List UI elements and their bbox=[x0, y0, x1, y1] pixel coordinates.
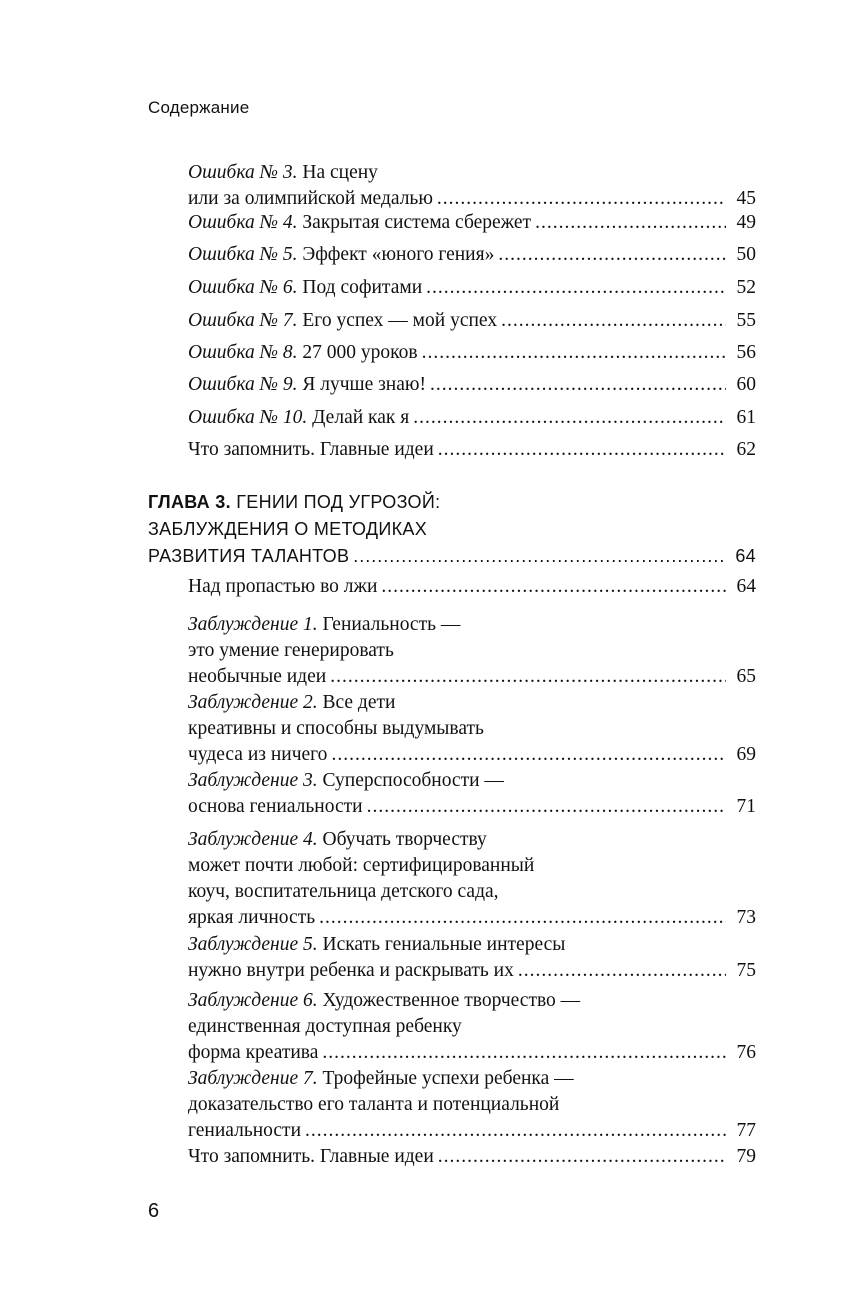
toc-page-number: 76 bbox=[736, 1042, 756, 1063]
toc-entry-label: Ошибка № 10. bbox=[188, 407, 308, 428]
dot-leader bbox=[305, 1118, 726, 1144]
toc-entry-line bbox=[188, 690, 756, 716]
toc-entry-title: На сцену bbox=[302, 162, 378, 183]
dot-leader bbox=[422, 340, 726, 366]
toc-entry-line bbox=[188, 1040, 756, 1066]
toc-entry-label: Ошибка № 8. bbox=[188, 342, 298, 363]
toc-entry-line bbox=[188, 242, 756, 268]
toc-entry-line bbox=[188, 958, 756, 984]
toc-page-number: 71 bbox=[736, 796, 756, 817]
toc-entry-line bbox=[188, 716, 756, 742]
toc-page-number: 77 bbox=[736, 1120, 756, 1141]
toc-entry-title: Гениальность — bbox=[322, 614, 461, 635]
toc-entry-line bbox=[188, 1092, 756, 1118]
chapter-title: ГЕНИИ ПОД УГРОЗОЙ: bbox=[236, 492, 441, 512]
toc-page-number: 49 bbox=[736, 212, 756, 233]
chapter-title: ЗАБЛУЖДЕНИЯ О МЕТОДИКАХ bbox=[148, 519, 428, 539]
toc-entry-line bbox=[188, 210, 756, 236]
toc-entry-line bbox=[188, 405, 756, 431]
toc-entry-line bbox=[188, 768, 756, 794]
dot-leader bbox=[353, 543, 726, 570]
toc-page-number: 73 bbox=[736, 907, 756, 928]
toc-entry-title: Трофейные успехи ребенка — bbox=[322, 1068, 574, 1089]
toc-entry-title: Под софитами bbox=[302, 277, 423, 298]
toc-entry-line bbox=[188, 827, 756, 853]
toc-page-number: 55 bbox=[736, 310, 756, 331]
chapter-label: ГЛАВА 3. bbox=[148, 492, 231, 512]
toc-page-number: 64 bbox=[735, 546, 756, 566]
toc-page-number: 79 bbox=[736, 1146, 756, 1167]
toc-entry-title: основа гениальности bbox=[188, 796, 363, 817]
toc-entry-title: коуч, воспитательница детского сада, bbox=[188, 881, 499, 902]
toc-entry-title: может почти любой: сертифицированный bbox=[188, 855, 535, 876]
chapter-heading-line bbox=[148, 489, 756, 516]
toc-entry[interactable] bbox=[188, 768, 756, 820]
toc-entry-title: Делай как я bbox=[312, 407, 410, 428]
dot-leader bbox=[413, 405, 726, 431]
dot-leader bbox=[535, 210, 726, 236]
chapter-title: РАЗВИТИЯ ТАЛАНТОВ bbox=[148, 546, 350, 566]
dot-leader bbox=[319, 905, 726, 931]
toc-page-number: 52 bbox=[736, 277, 756, 298]
dot-leader bbox=[498, 242, 726, 268]
toc-entry-title: Закрытая система сбережет bbox=[302, 212, 532, 233]
toc-entry-line bbox=[188, 1118, 756, 1144]
toc-page-number: 65 bbox=[736, 666, 756, 687]
toc-entry-label: Ошибка № 9. bbox=[188, 374, 298, 395]
chapter-heading[interactable] bbox=[148, 489, 756, 570]
toc-entry[interactable] bbox=[188, 242, 756, 268]
toc-entry-line bbox=[188, 186, 756, 212]
toc-page-number: 75 bbox=[736, 960, 756, 981]
toc-entry[interactable] bbox=[188, 690, 756, 768]
toc-entry-title: Что запомнить. Главные идеи bbox=[188, 439, 434, 460]
toc-entry-label: Заблуждение 2. bbox=[188, 692, 318, 713]
chapter-heading-line bbox=[148, 516, 756, 543]
chapter-heading-line bbox=[148, 543, 756, 570]
toc-page-number: 64 bbox=[736, 576, 756, 597]
toc-entry[interactable] bbox=[188, 405, 756, 431]
toc-entry[interactable] bbox=[188, 1066, 756, 1144]
toc-entry-title: Над пропастью во лжи bbox=[188, 576, 378, 597]
toc-entry[interactable] bbox=[188, 210, 756, 236]
toc-entry[interactable] bbox=[188, 574, 756, 600]
toc-entry-title: Суперспособности — bbox=[322, 770, 504, 791]
toc-entry-line bbox=[188, 988, 756, 1014]
toc-entry-title: яркая личность bbox=[188, 907, 316, 928]
toc-entry[interactable] bbox=[188, 372, 756, 398]
toc-entry-label: Ошибка № 5. bbox=[188, 244, 298, 265]
toc-entry[interactable] bbox=[188, 340, 756, 366]
dot-leader bbox=[430, 372, 726, 398]
dot-leader bbox=[322, 1040, 726, 1066]
toc-entry-line bbox=[188, 638, 756, 664]
toc-entry-line bbox=[188, 275, 756, 301]
toc-entry-label: Ошибка № 6. bbox=[188, 277, 298, 298]
toc-entry-title: Обучать творчеству bbox=[322, 829, 487, 850]
toc-entry-title: доказательство его таланта и потенциальной bbox=[188, 1094, 560, 1115]
toc-page-number: 56 bbox=[736, 342, 756, 363]
toc-entry[interactable] bbox=[188, 988, 756, 1066]
toc-entry[interactable] bbox=[188, 437, 756, 463]
toc-entry-line bbox=[188, 879, 756, 905]
toc-entry[interactable] bbox=[188, 1144, 756, 1170]
toc-entry-line bbox=[188, 612, 756, 638]
toc-entry-line bbox=[188, 340, 756, 366]
toc-entry-label: Ошибка № 4. bbox=[188, 212, 298, 233]
toc-entry[interactable] bbox=[188, 308, 756, 334]
toc-page-number: 61 bbox=[736, 407, 756, 428]
toc-page-number: 50 bbox=[736, 244, 756, 265]
dot-leader bbox=[437, 186, 726, 212]
toc-entry-label: Заблуждение 1. bbox=[188, 614, 318, 635]
toc-entry-title: Искать гениальные интересы bbox=[322, 934, 566, 955]
dot-leader bbox=[381, 574, 726, 600]
toc-entry[interactable] bbox=[188, 932, 756, 984]
toc-entry-title: чудеса из ничего bbox=[188, 744, 328, 765]
toc-entry[interactable] bbox=[188, 275, 756, 301]
toc-entry-line bbox=[188, 372, 756, 398]
toc-entry[interactable] bbox=[188, 827, 756, 931]
toc-entry-title: единственная доступная ребенку bbox=[188, 1016, 462, 1037]
toc-entry[interactable] bbox=[188, 160, 756, 212]
dot-leader bbox=[518, 958, 726, 984]
toc-entry-label: Заблуждение 4. bbox=[188, 829, 318, 850]
toc-entry-title: Все дети bbox=[322, 692, 396, 713]
dot-leader bbox=[426, 275, 726, 301]
toc-entry-line bbox=[188, 794, 756, 820]
dot-leader bbox=[367, 794, 726, 820]
toc-entry-line bbox=[188, 742, 756, 768]
toc-entry-line bbox=[188, 664, 756, 690]
toc-page-number: 69 bbox=[736, 744, 756, 765]
toc-page-number: 62 bbox=[736, 439, 756, 460]
toc-entry-title: Я лучше знаю! bbox=[302, 374, 426, 395]
toc-entry-title: креативны и способны выдумывать bbox=[188, 718, 484, 739]
dot-leader bbox=[438, 1144, 726, 1170]
running-head: Содержание bbox=[148, 98, 250, 117]
toc-entry-title: Художественное творчество — bbox=[322, 990, 581, 1011]
dot-leader bbox=[330, 664, 726, 690]
toc-entry-title: Эффект «юного гения» bbox=[302, 244, 495, 265]
toc-entry-line bbox=[188, 437, 756, 463]
toc-entry-line bbox=[188, 905, 756, 931]
toc-entry-line bbox=[188, 1144, 756, 1170]
toc-entry-title: Его успех — мой успех bbox=[302, 310, 498, 331]
toc-entry-title: форма креатива bbox=[188, 1042, 319, 1063]
toc-entry-label: Ошибка № 7. bbox=[188, 310, 298, 331]
toc-page-number: 45 bbox=[736, 188, 756, 209]
toc-entry-line bbox=[188, 932, 756, 958]
toc-entry-title: это умение генерировать bbox=[188, 640, 394, 661]
toc-entry-line bbox=[188, 1066, 756, 1092]
toc-entry-line bbox=[188, 853, 756, 879]
toc-entry-title: или за олимпийской медалью bbox=[188, 188, 433, 209]
toc-entry-title: необычные идеи bbox=[188, 666, 327, 687]
toc-entry-label: Заблуждение 5. bbox=[188, 934, 318, 955]
toc-entry-line bbox=[188, 574, 756, 600]
toc-entry-label: Ошибка № 3. bbox=[188, 162, 298, 183]
page-number: 6 bbox=[148, 1200, 160, 1222]
toc-entry-label: Заблуждение 6. bbox=[188, 990, 318, 1011]
dot-leader bbox=[501, 308, 726, 334]
toc-entry-line bbox=[188, 160, 756, 186]
toc-page-number: 60 bbox=[736, 374, 756, 395]
toc-entry[interactable] bbox=[188, 612, 756, 690]
toc-entry-title: 27 000 уроков bbox=[302, 342, 418, 363]
toc-entry-label: Заблуждение 3. bbox=[188, 770, 318, 791]
toc-entry-title: нужно внутри ребенка и раскрывать их bbox=[188, 960, 514, 981]
toc-entry-title: гениальности bbox=[188, 1120, 302, 1141]
toc-entry-title: Что запомнить. Главные идеи bbox=[188, 1146, 434, 1167]
toc-entry-label: Заблуждение 7. bbox=[188, 1068, 318, 1089]
toc-entry-line bbox=[188, 1014, 756, 1040]
dot-leader bbox=[331, 742, 726, 768]
dot-leader bbox=[438, 437, 726, 463]
toc-entry-line bbox=[188, 308, 756, 334]
